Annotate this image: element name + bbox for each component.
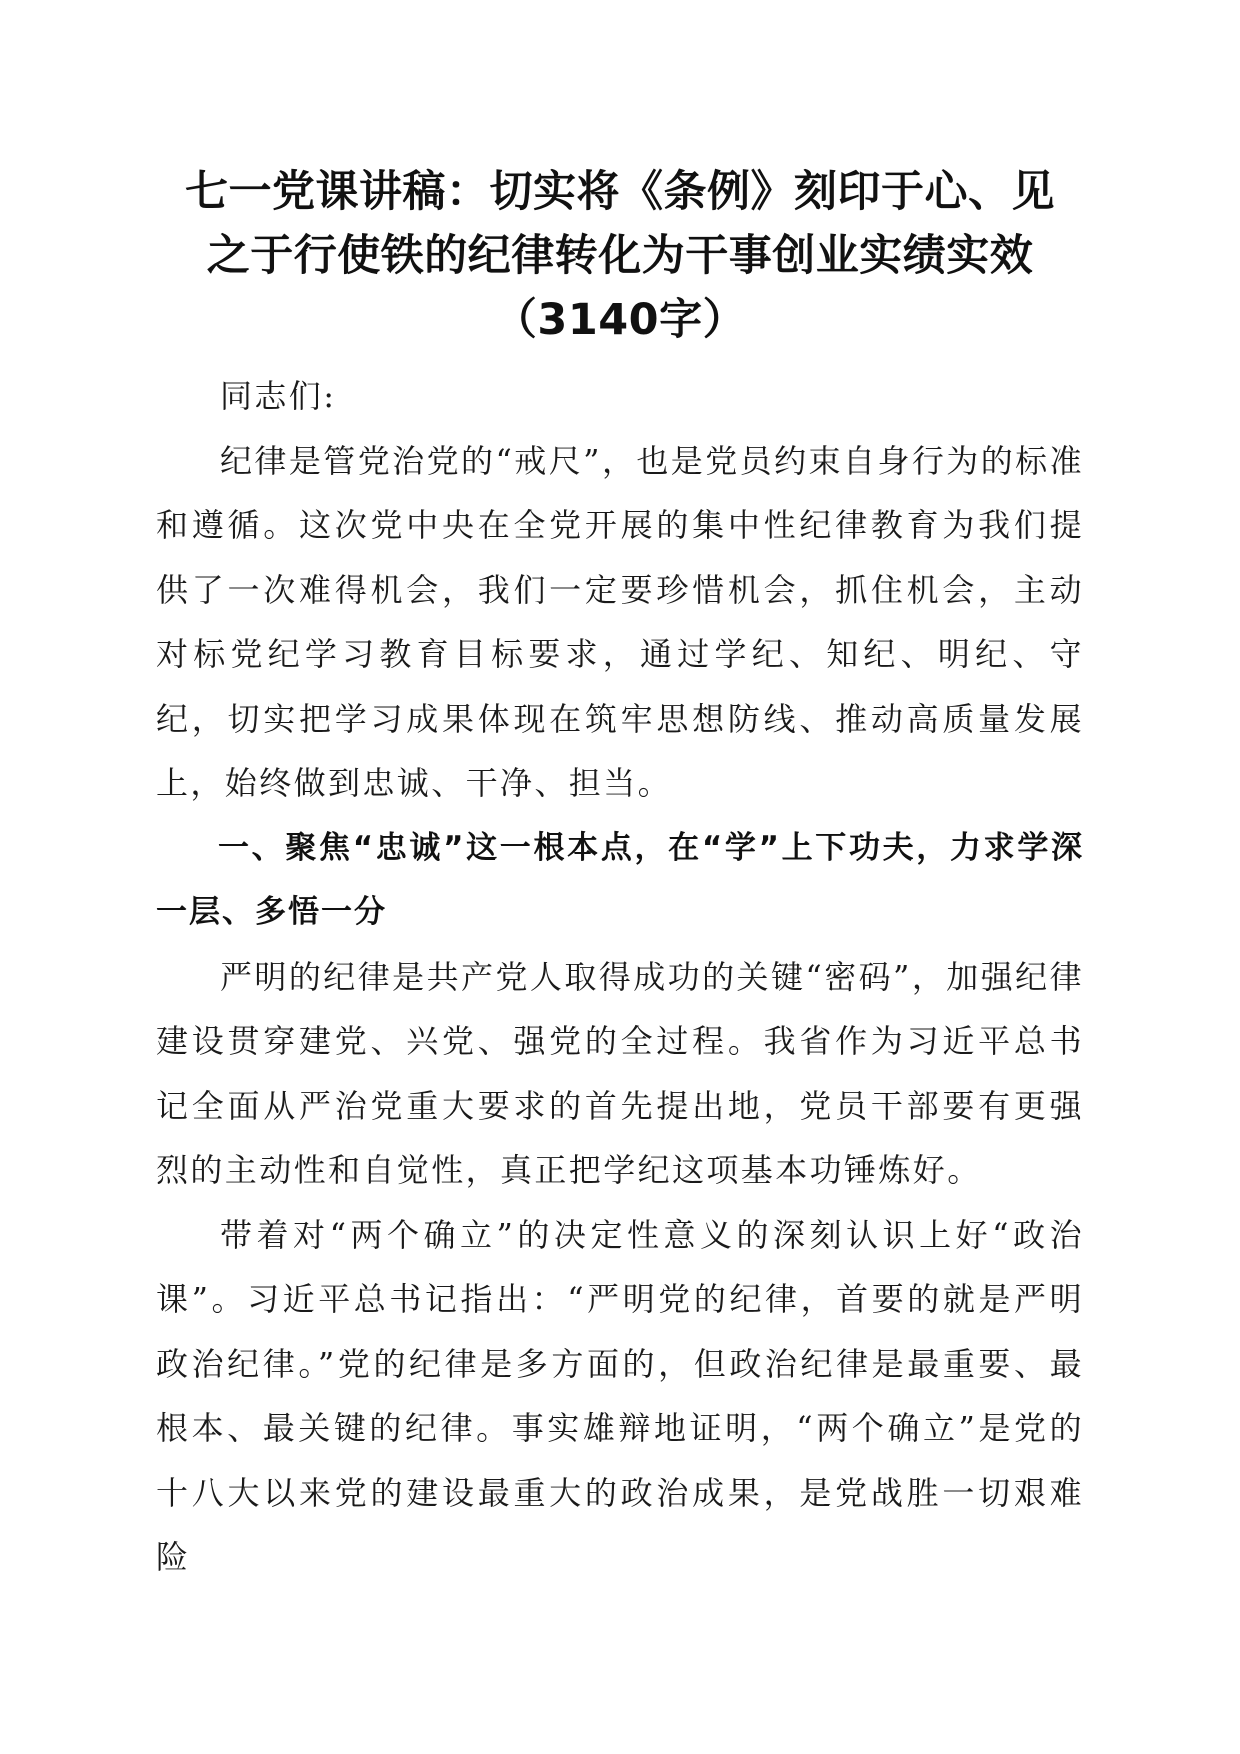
intro-paragraph: 纪律是管党治党的“戒尺”，也是党员约束自身行为的标准和遵循。这次党中央在全党开展的集中性纪律教育为我们提供了一次难得机会，我们一定要珍惜机会，抓住机会，主动对标党纪学习教育目标要求，通过学纪、知纪、明纪、守纪，切实把学习成果体现在筑牢思想防线、推动高质量发展上，始终做到忠诚、干净、担当。 [156,441,1084,802]
section-heading-1: 一、聚焦“忠诚”这一根本点，在“学”上下功夫，力求学深一层、多悟一分 [156,829,1084,930]
document-title [156,160,1084,352]
title-line-3: （3140字） [493,295,747,345]
salutation: 同志们: [220,377,337,415]
document-page [156,160,1084,1590]
title-line-1: 七一党课讲稿：切实将《条例》刻印于心、见 [185,167,1055,217]
title-line-2: 之于行使铁的纪律转化为干事创业实绩实效 [206,231,1034,281]
section1-paragraph-2: 带着对“两个确立”的决定性意义的深刻认识上好“政治课”。习近平总书记指出：“严明党的纪律，首要的就是严明政治纪律。”党的纪律是多方面的，但政治纪律是最重要、最根本、最关键的纪律。事实雄辩地证明，“两个确立”是党的十八大以来党的建设最重大的政治成果，是党战胜一切艰难险 [156,1215,1084,1576]
section1-paragraph-1: 严明的纪律是共产党人取得成功的关键“密码”，加强纪律建设贯穿建党、兴党、强党的全过程。我省作为习近平总书记全面从严治党重大要求的首先提出地，党员干部要有更强烈的主动性和自觉性，真正把学纪这项基本功锤炼好。 [156,957,1084,1189]
